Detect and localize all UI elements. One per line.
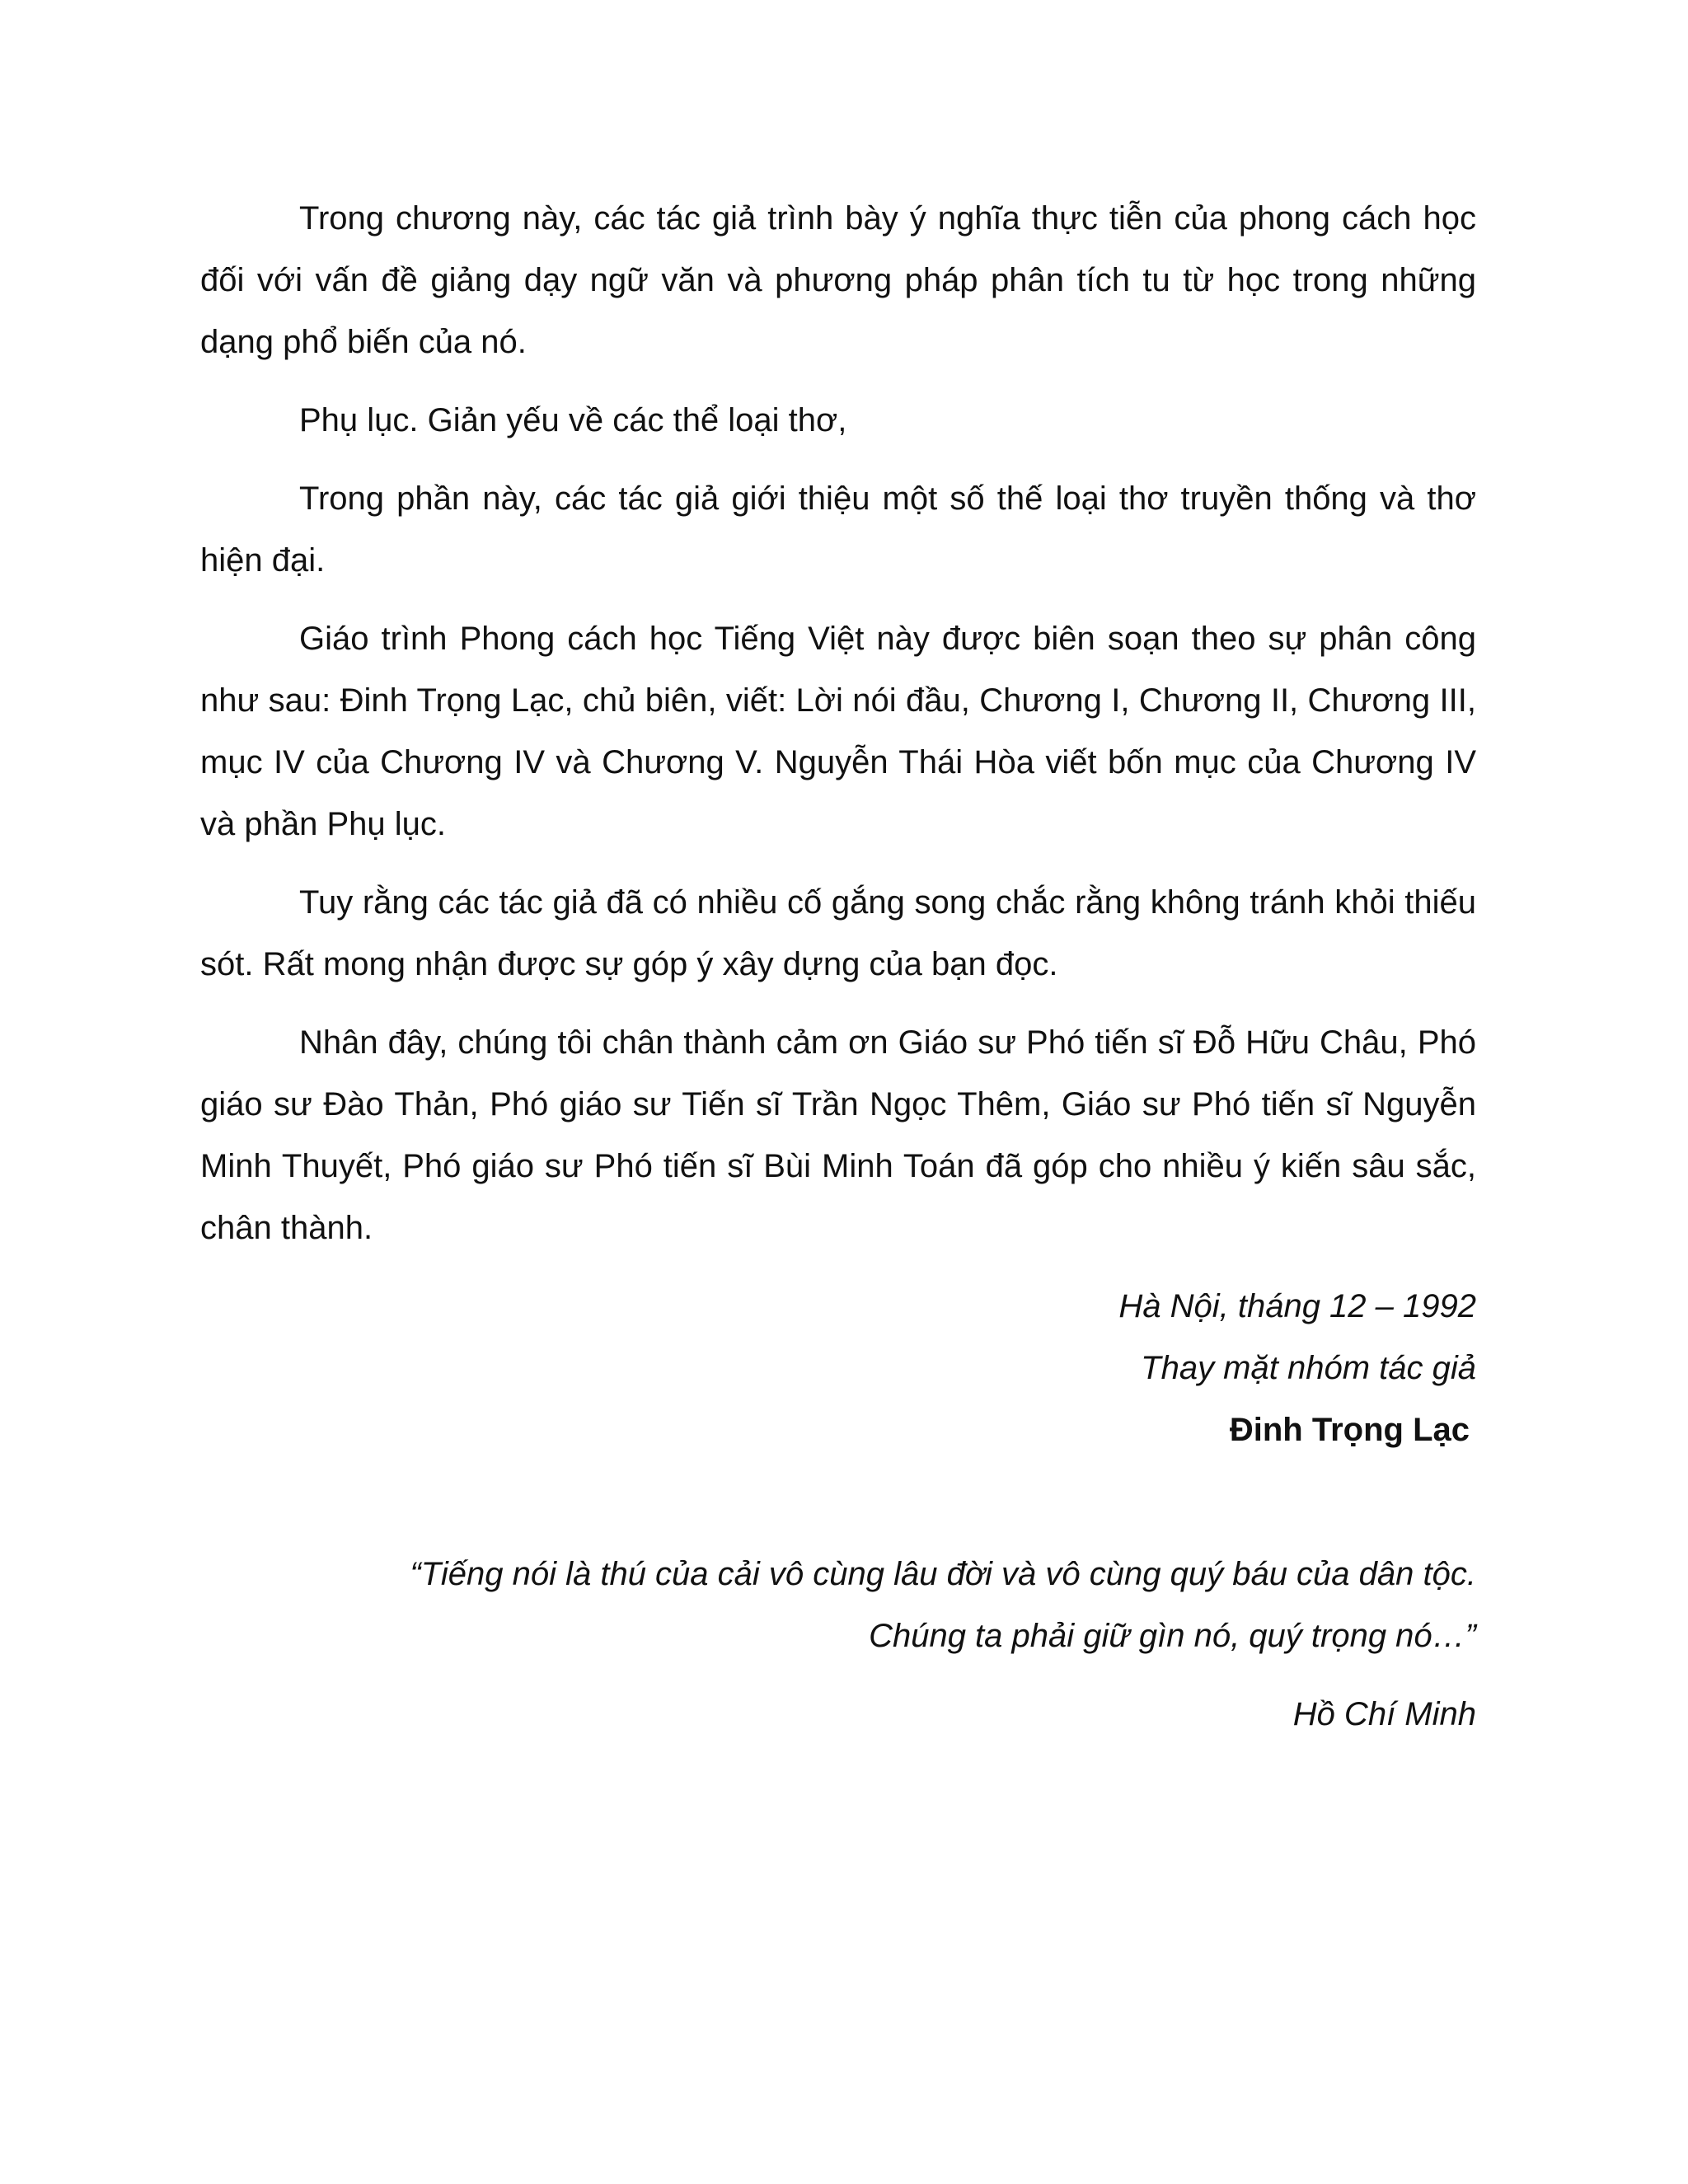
signature-place-date: Hà Nội, tháng 12 – 1992 — [1118, 1288, 1476, 1324]
epigraph-quote — [200, 1544, 1476, 1746]
epigraph-author: Hồ Chí Minh — [1292, 1696, 1476, 1732]
signature-block — [200, 1276, 1476, 1461]
paragraph-appendix-summary: Trong phần này, các tác giả giới thiệu một số thế loại thơ truyền thống và thơ hiện đại. — [200, 480, 1476, 579]
paragraph-chapter-summary: Trong chương này, các tác giả trình bày ý nghĩa thực tiễn của phong cách học đối với vấn đề giảng dạy ngữ văn và phương pháp phân tích tu từ học trong những dạng phổ biến của nó. — [200, 200, 1476, 360]
document-page — [200, 188, 1476, 1746]
epigraph-line-2: Chúng ta phải giữ gìn nó, quý trọng nó…” — [869, 1618, 1476, 1654]
paragraph-acknowledgements: Nhân đây, chúng tôi chân thành cảm ơn Giáo sư Phó tiến sĩ Đỗ Hữu Châu, Phó giáo sư Đào Thản, Phó giáo sư Tiến sĩ Trần Ngọc Thêm, Giáo sư Phó tiến sĩ Nguyễn Minh Thuyết, Phó giáo sư Phó tiến sĩ Bùi Minh Toán đã góp cho nhiều ý kiến sâu sắc, chân thành. — [200, 1024, 1476, 1246]
signature-name: Đinh Trọng Lạc — [1229, 1412, 1470, 1448]
epigraph-line-1: “Tiếng nói là thú của cải vô cùng lâu đời và vô cùng quý báu của dân tộc. — [410, 1556, 1476, 1592]
signature-on-behalf: Thay mặt nhóm tác giả — [1141, 1350, 1476, 1386]
paragraph-authorship: Giáo trình Phong cách học Tiếng Việt này được biên soạn theo sự phân công như sau: Đinh Trọng Lạc, chủ biên, viết: Lời nói đầu, Chương I, Chương II, Chương III, mục IV của Chương IV và Chương V. Nguyễn Thái Hòa viết bốn mục của Chương IV và phần Phụ lục. — [200, 621, 1476, 842]
paragraph-apology: Tuy rằng các tác giả đã có nhiều cố gắng song chắc rằng không tránh khỏi thiếu sót. Rất mong nhận được sự góp ý xây dựng của bạn đọc. — [200, 884, 1476, 982]
paragraph-appendix-title: Phụ lục. Giản yếu về các thể loại thơ, — [299, 402, 847, 438]
